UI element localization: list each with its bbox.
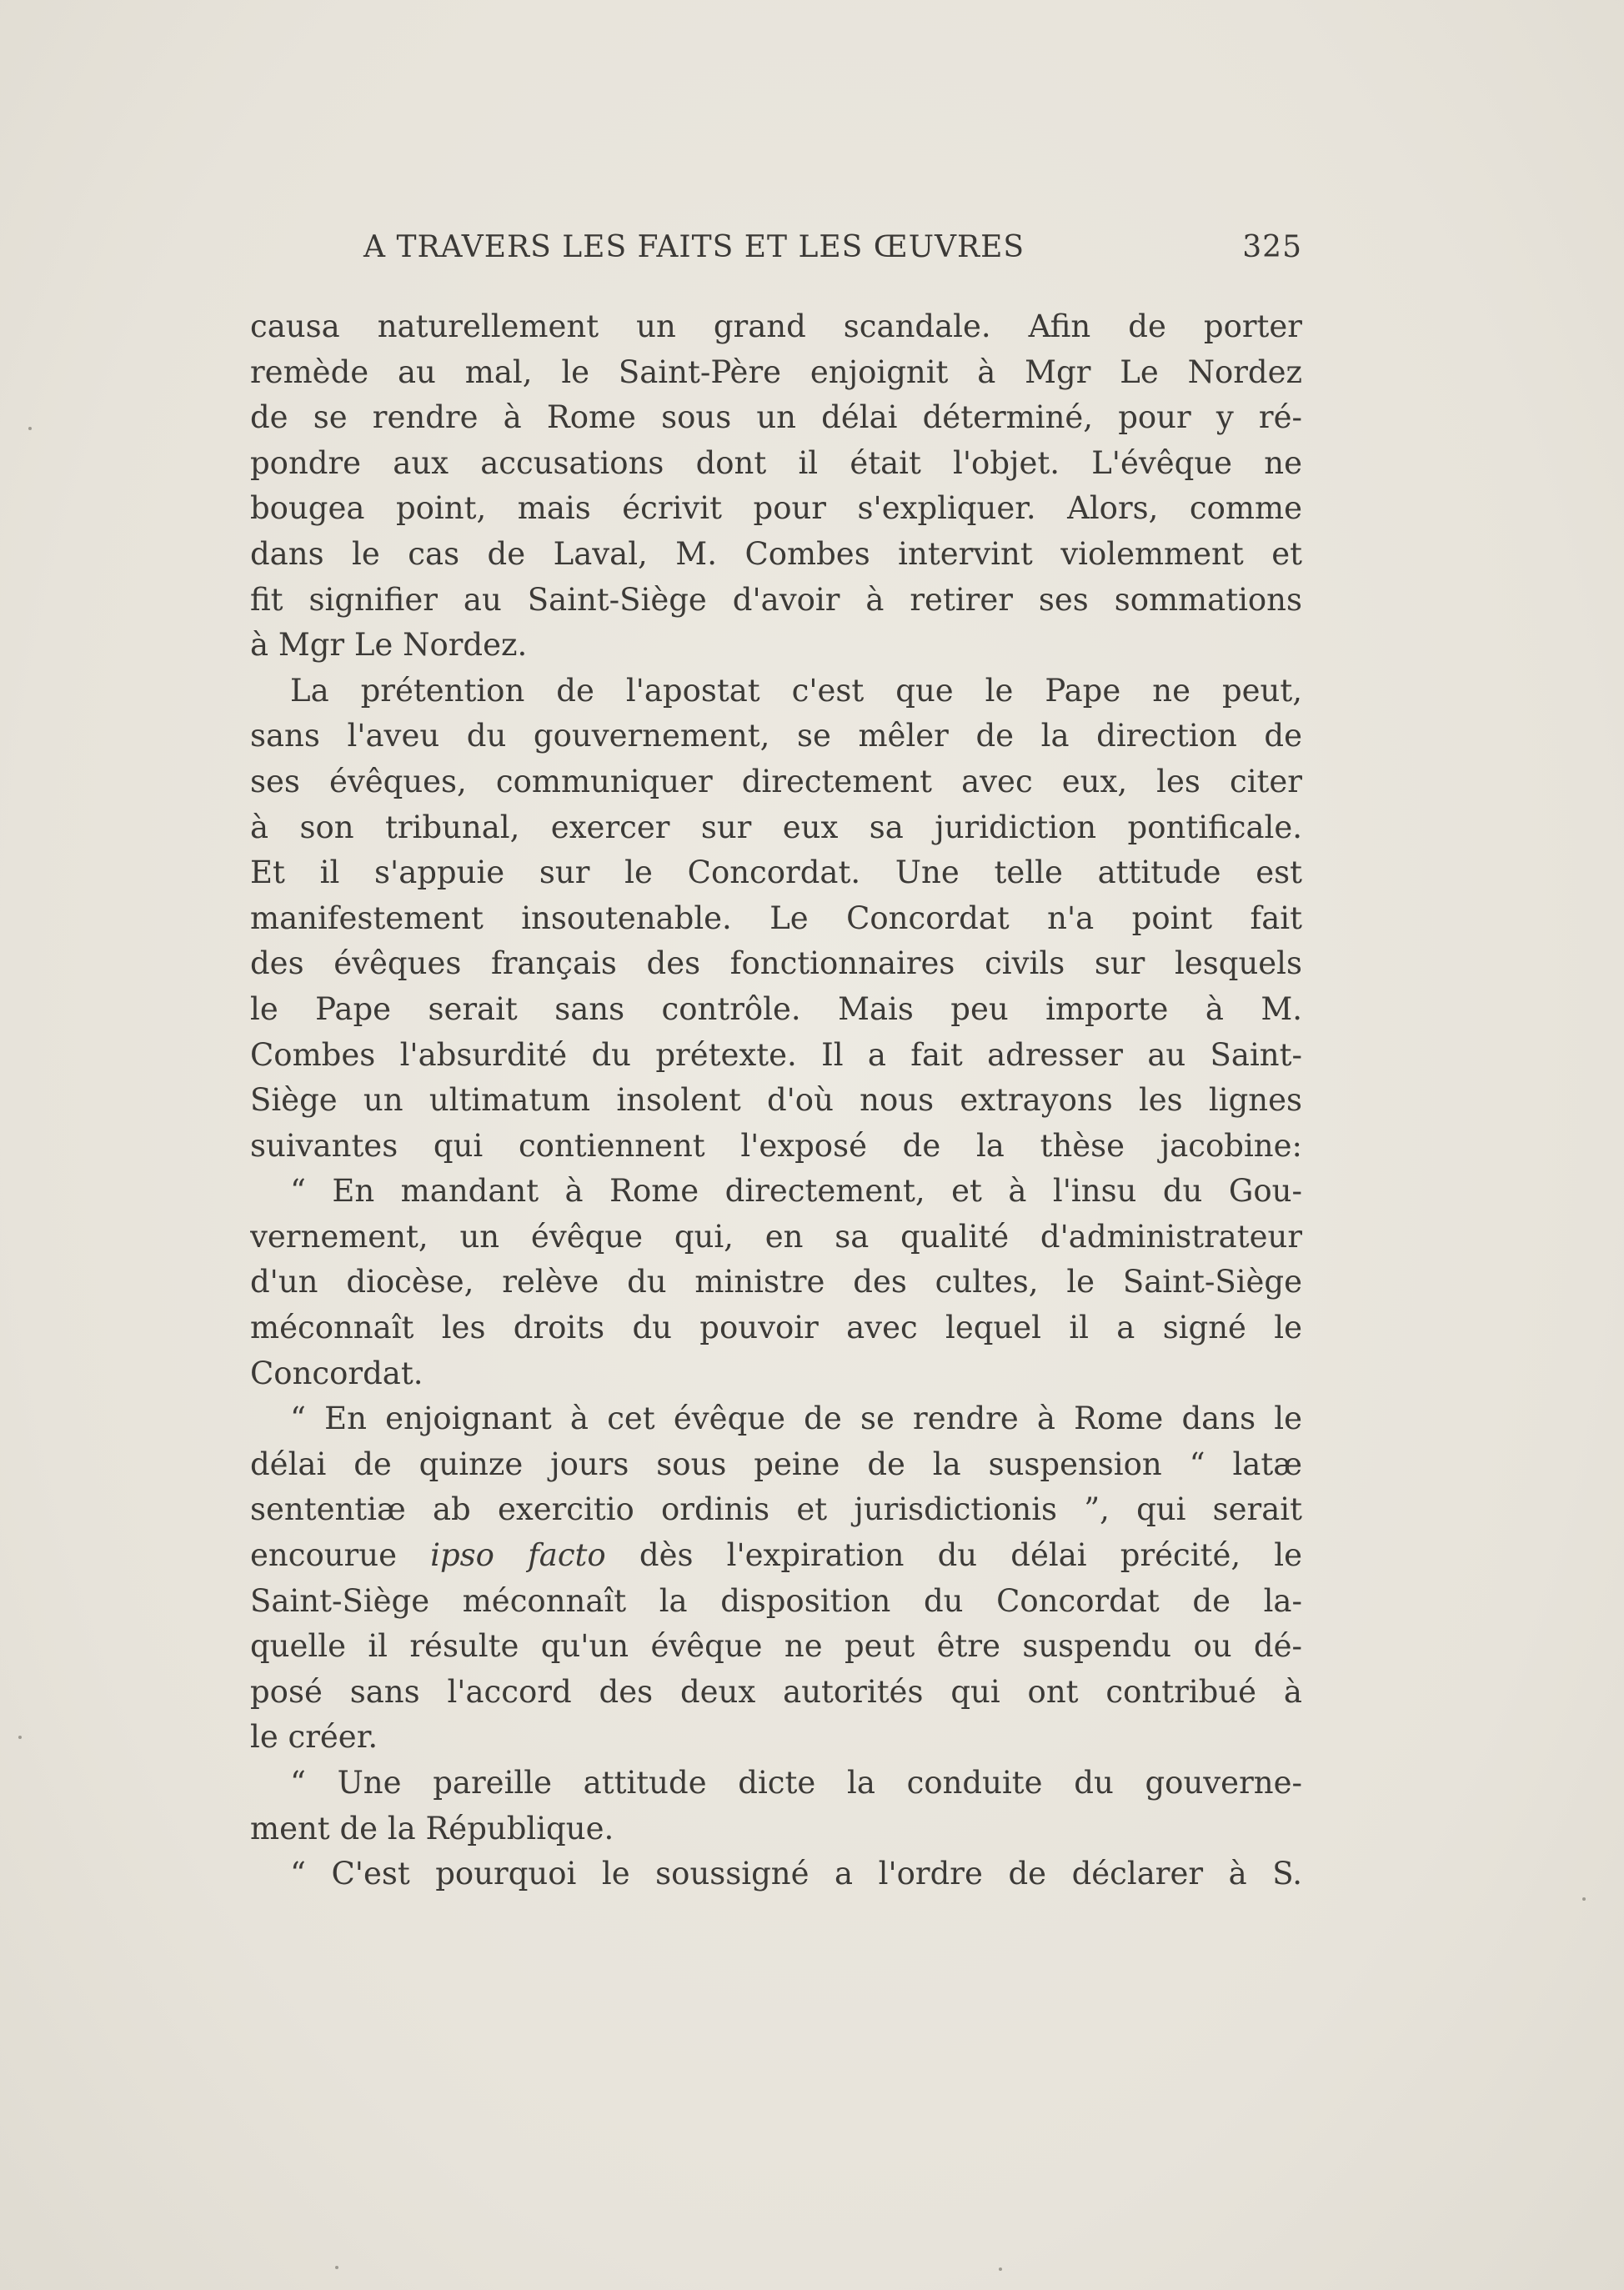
text-segment: dès l'expiration du délai précité, le <box>639 1537 1302 1574</box>
text-line: manifestement insoutenable. Le Concordat n'a point fait <box>250 899 1302 936</box>
text-line: suivantes qui contiennent l'exposé de la thèse jacobine: <box>250 1127 1302 1164</box>
text-line: ses évêques, communiquer directement avec eux, les citer <box>250 763 1302 799</box>
text-line: Siège un ultimatum insolent d'où nous extrayons les lignes <box>250 1082 1302 1119</box>
text-line: des évêques français des fonctionnaires civils sur lesquels <box>250 945 1302 982</box>
text-line: pondre aux accusations dont il était l'objet. L'évêque ne <box>250 444 1302 481</box>
text-line: Saint-Siège méconnaît la disposition du Concordat de la- <box>250 1582 1302 1619</box>
quote-start-line: “ En enjoignant à cet évêque de se rendre à Rome dans le <box>290 1401 1302 1437</box>
paper-speck <box>18 1736 22 1739</box>
text-line: Combes l'absurdité du prétexte. Il a fait adresser au Saint- <box>250 1036 1302 1073</box>
text-line: à Mgr Le Nordez. <box>250 627 528 664</box>
paper-speck <box>335 2266 338 2269</box>
paper-speck <box>999 2267 1002 2271</box>
paper-speck <box>1582 1897 1586 1901</box>
text-line-with-italic <box>250 1533 1302 1579</box>
quote-start-line: “ Une pareille attitude dicte la conduite du gouverne- <box>290 1765 1302 1801</box>
text-line: remède au mal, le Saint-Père enjoignit à Mgr Le Nordez <box>250 353 1302 390</box>
text-line: vernement, un évêque qui, en sa qualité d'administrateur <box>250 1218 1302 1255</box>
text-line: à son tribunal, exercer sur eux sa juridiction pontificale. <box>250 809 1302 845</box>
text-line: sans l'aveu du gouvernement, se mêler de la direction de <box>250 718 1302 754</box>
body-text <box>250 304 1302 1897</box>
text-line: fit signifier au Saint-Siège d'avoir à retirer ses sommations <box>250 581 1302 618</box>
text-line: délai de quinze jours sous peine de la suspension “ latæ <box>250 1446 1302 1482</box>
text-line: le créer. <box>250 1719 378 1756</box>
text-line: Concordat. <box>250 1355 424 1391</box>
paragraph-start-line: La prétention de l'apostat c'est que le Pape ne peut, <box>290 672 1302 709</box>
text-line: Et il s'appuie sur le Concordat. Une telle attitude est <box>250 854 1302 891</box>
text-line: méconnaît les droits du pouvoir avec lequel il a signé le <box>250 1310 1302 1346</box>
text-line: quelle il résulte qu'un évêque ne peut être suspendu ou dé- <box>250 1628 1302 1665</box>
text-line: dans le cas de Laval, M. Combes intervint violemment et <box>250 535 1302 572</box>
text-line: sententiæ ab exercitio ordinis et jurisdictionis ”, qui serait <box>250 1491 1302 1528</box>
text-line: causa naturellement un grand scandale. Afin de porter <box>250 308 1302 344</box>
running-head <box>250 230 1302 272</box>
running-head-title: A TRAVERS LES FAITS ET LES ŒUVRES <box>363 230 1025 264</box>
text-line: le Pape serait sans contrôle. Mais peu importe à M. <box>250 990 1302 1027</box>
text-segment: encourue <box>250 1537 397 1574</box>
quote-start-line: “ En mandant à Rome directement, et à l'insu du Gou- <box>290 1173 1302 1210</box>
text-line: ment de la République. <box>250 1810 614 1847</box>
text-line: posé sans l'accord des deux autorités qui ont contribué à <box>250 1673 1302 1710</box>
paper-speck <box>28 427 32 430</box>
italic-phrase: ipso facto <box>430 1537 606 1574</box>
quote-start-line: “ C'est pourquoi le soussigné a l'ordre de déclarer à S. <box>290 1856 1302 1892</box>
text-line: d'un diocèse, relève du ministre des cultes, le Saint-Siège <box>250 1264 1302 1300</box>
page-number: 325 <box>1242 230 1302 264</box>
text-line: de se rendre à Rome sous un délai déterminé, pour y ré- <box>250 399 1302 436</box>
text-line: bougea point, mais écrivit pour s'expliquer. Alors, comme <box>250 490 1302 527</box>
